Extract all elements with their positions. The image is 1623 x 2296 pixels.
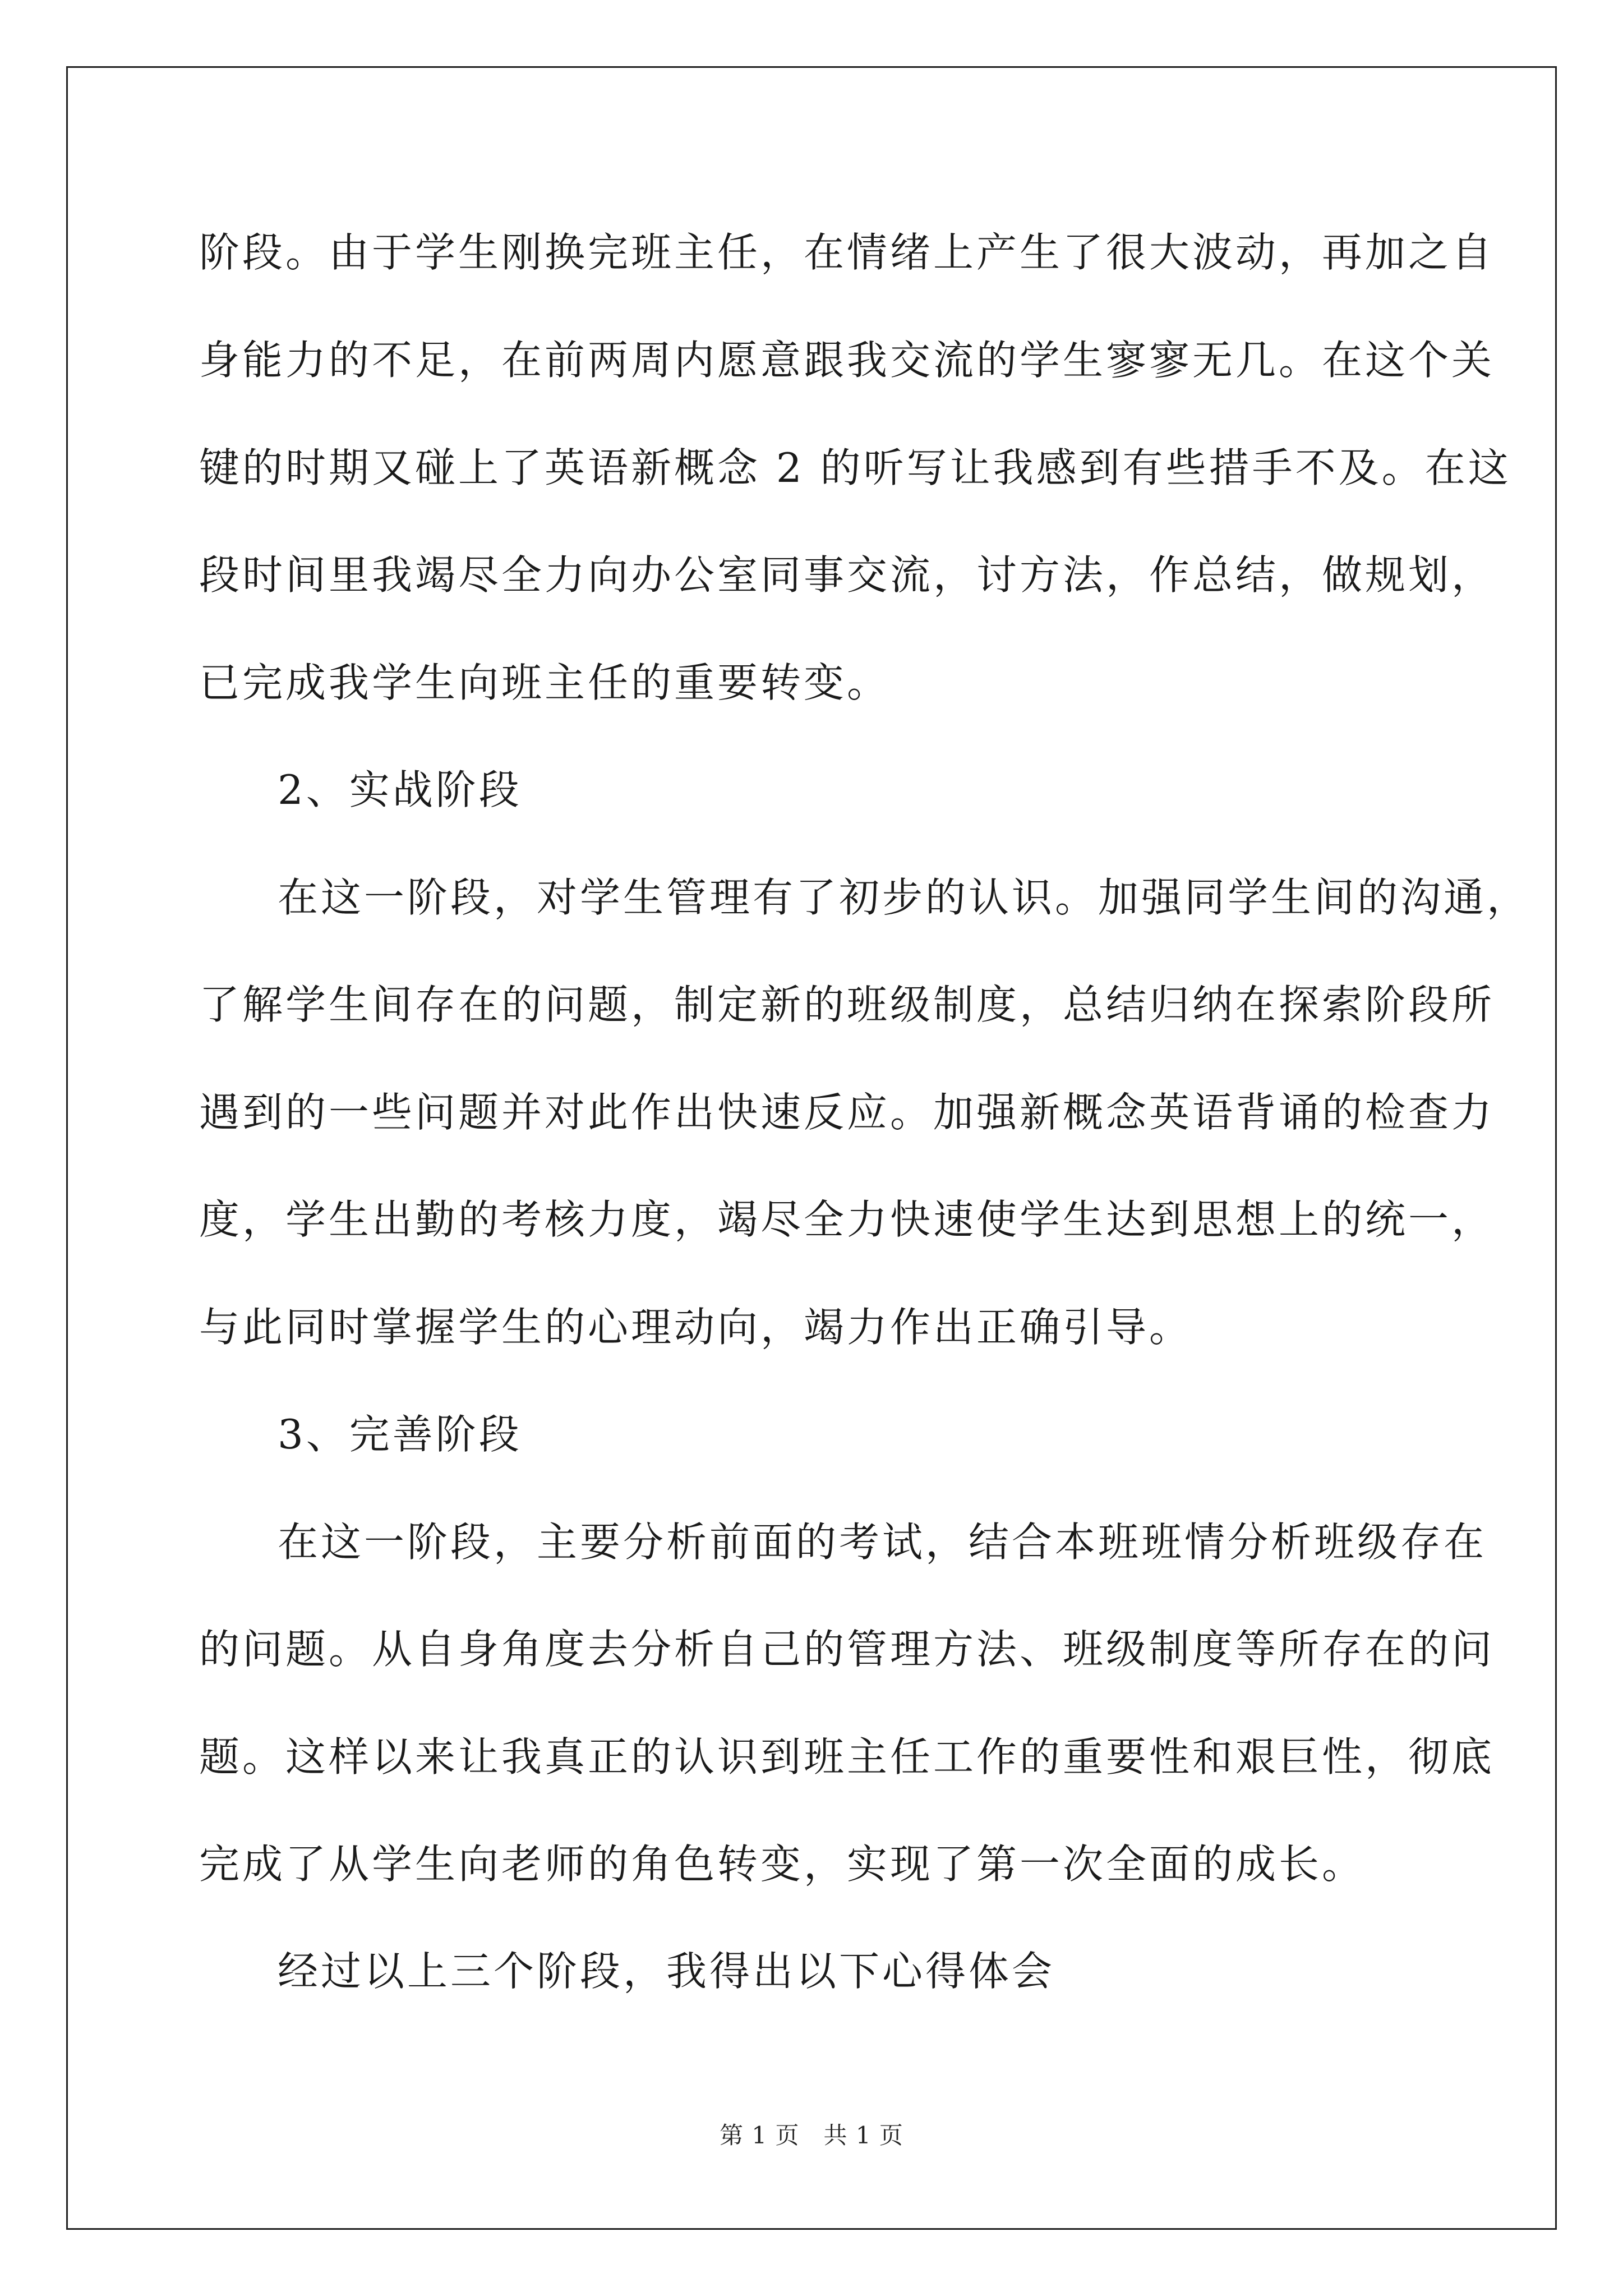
paragraph-line: 在这一阶段，主要分析前面的考试，结合本班班情分析班级存在: [278, 1519, 1487, 1566]
paragraph-line: 度，学生出勤的考核力度，竭尽全力快速使学生达到思想上的统一，: [199, 1196, 1495, 1243]
paragraph-line: 身能力的不足，在前两周内愿意跟我交流的学生寥寥无几。在这个关: [199, 337, 1495, 384]
paragraph-line: 在这一阶段，对学生管理有了初步的认识。加强同学生间的沟通，: [278, 874, 1530, 921]
paragraph-line: 阶段。由于学生刚换完班主任，在情绪上产生了很大波动，再加之自: [199, 229, 1495, 276]
paragraph-line: 完成了从学生向老师的角色转变，实现了第一次全面的成长。: [199, 1841, 1366, 1888]
paragraph-line: 题。这样以来让我真正的认识到班主任工作的重要性和艰巨性，彻底: [199, 1733, 1495, 1780]
paragraph-line: 的问题。从自身角度去分析自己的管理方法、班级制度等所存在的问: [199, 1626, 1495, 1673]
paragraph-line: 与此同时掌握学生的心理动向，竭力作出正确引导。: [199, 1304, 1193, 1351]
paragraph-line: 经过以上三个阶段，我得出以下心得体会: [278, 1948, 1055, 1995]
page-number-footer: 第 1 页 共 1 页: [720, 2122, 903, 2149]
paragraph-line: 了解学生间存在的问题，制定新的班级制度，总结归纳在探索阶段所: [199, 981, 1495, 1028]
section-heading: 2、实战阶段: [278, 766, 522, 813]
paragraph-line: 已完成我学生向班主任的重要转变。: [199, 659, 891, 706]
section-heading: 3、完善阶段: [278, 1411, 522, 1458]
page-border: [66, 66, 1557, 2230]
paragraph-line: 遇到的一些问题并对此作出快速反应。加强新概念英语背诵的检查力: [199, 1089, 1495, 1136]
paragraph-line: 段时间里我竭尽全力向办公室同事交流，讨方法，作总结，做规划，: [199, 551, 1495, 599]
paragraph-line: 键的时期又碰上了英语新概念 2 的听写让我感到有些措手不及。在这: [199, 444, 1511, 491]
